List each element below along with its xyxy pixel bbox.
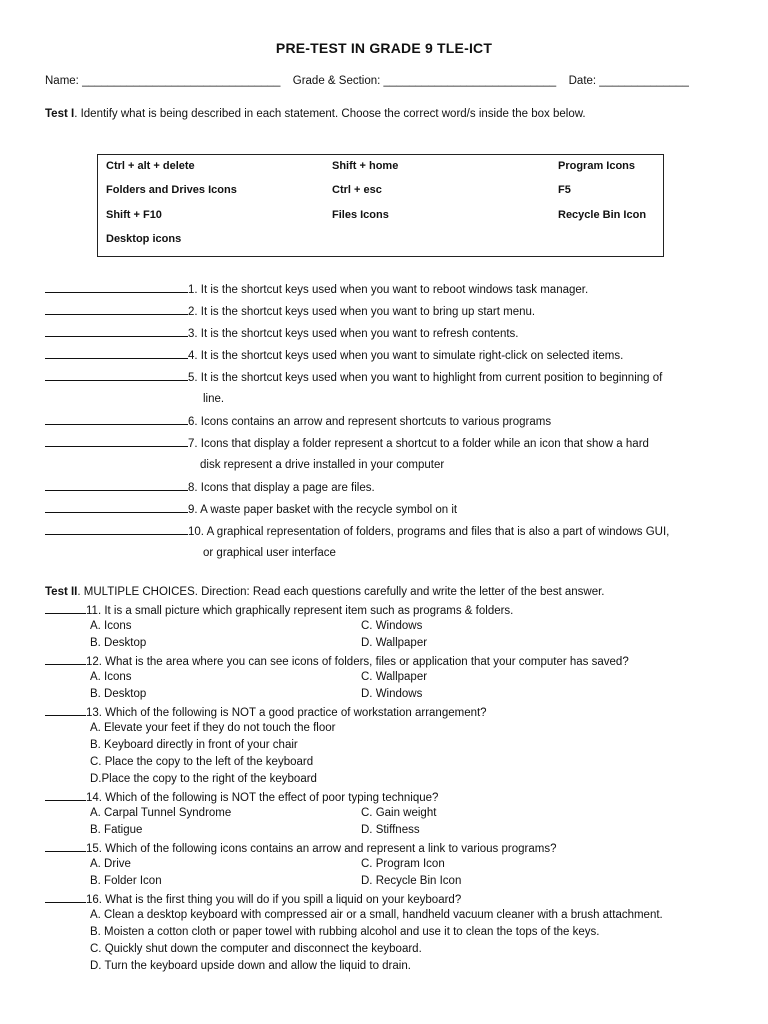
name-field: Name: _______________________________ [45,75,281,87]
word-choice: Desktop icons [106,233,182,245]
test1-items [45,280,735,566]
choice: C. Wallpaper [361,671,428,683]
answer-blank[interactable] [45,839,86,852]
test1-label: Test I [45,108,75,120]
choice: A. Elevate your feet if they do not touch the floor [90,722,336,734]
test1-item: 5. It is the shortcut keys used when you want to highlight from current position to beginning of [45,368,735,390]
question: 16. What is the first thing you will do if you spill a liquid on your keyboard? [45,890,745,907]
choice-row [45,805,745,822]
choice: C. Windows [361,620,423,632]
choice-row [45,873,745,890]
choice-row [45,822,745,839]
grade-section-field: Grade & Section: ___________________________ [292,75,557,87]
test1-item: 2. It is the shortcut keys used when you want to bring up start menu. [45,302,735,324]
choice: A. Carpal Tunnel Syndrome [90,807,232,819]
choice: C. Gain weight [361,807,437,819]
choice: D. Recycle Bin Icon [361,875,462,887]
word-choice: Shift + F10 [106,209,162,221]
choice: D. Windows [361,688,423,700]
choice-row [45,856,745,873]
word-choice: Ctrl + esc [332,184,382,196]
answer-blank[interactable] [45,346,188,359]
answer-blank[interactable] [45,601,86,614]
test2-instruction [45,584,745,601]
choice: B. Fatigue [90,824,143,836]
answer-blank[interactable] [45,788,86,801]
answer-blank[interactable] [45,324,188,337]
choice: A. Drive [90,858,131,870]
answer-blank[interactable] [45,280,188,293]
answer-blank[interactable] [45,522,188,535]
test1-item: 8. Icons that display a page are files. [45,478,735,500]
test1-item: 10. A graphical representation of folders, programs and files that is also a part of windows GUI, [45,522,735,544]
answer-blank[interactable] [45,302,188,315]
word-choice: Recycle Bin Icon [558,209,647,221]
choice: D. Stiffness [361,824,420,836]
choice: D. Wallpaper [361,637,428,649]
question: 13. Which of the following is NOT a good practice of workstation arrangement? [45,703,745,720]
choice: B. Moisten a cotton cloth or paper towel with rubbing alcohol and use it to clean the tops of the keys. [90,926,600,938]
word-choice: Shift + home [332,160,399,172]
test1-item: 7. Icons that display a folder represent a shortcut to a folder while an icon that show a hard [45,434,735,456]
word-choice: Program Icons [558,160,636,172]
choice: A. Icons [90,620,132,632]
answer-blank[interactable] [45,890,86,903]
page-title: PRE-TEST IN GRADE 9 TLE-ICT [275,40,493,56]
word-choice-box [97,154,664,257]
word-choice: Folders and Drives Icons [106,184,237,196]
choice: B. Keyboard directly in front of your chair [90,739,298,751]
choice: B. Folder Icon [90,875,162,887]
test1-item: 3. It is the shortcut keys used when you want to refresh contents. [45,324,735,346]
header-fields [45,75,725,87]
test1-item: 9. A waste paper basket with the recycle symbol on it [45,500,735,522]
choice-row [45,669,745,686]
choice: A. Clean a desktop keyboard with compressed air or a small, handheld vacuum cleaner with a brush attachment. [90,909,663,921]
answer-blank[interactable] [45,478,188,491]
date-field: Date: ______________ [568,75,689,87]
choice: D.Place the copy to the right of the keyboard [90,773,317,785]
test2-instruction-text: . MULTIPLE CHOICES. Direction: Read each questions carefully and write the letter of the best answer. [77,586,605,598]
answer-blank[interactable] [45,703,86,716]
choice-row [45,635,745,652]
test1-item-continuation: line. [203,393,225,405]
test1-instruction-text: . Identify what is being described in each statement. Choose the correct word/s inside the box below. [74,108,586,120]
choice: C. Quickly shut down the computer and disconnect the keyboard. [90,943,422,955]
test1-item: 4. It is the shortcut keys used when you want to simulate right-click on selected items. [45,346,735,368]
test1-instruction [45,106,605,122]
question: 11. It is a small picture which graphically represent item such as programs & folders. [45,601,745,618]
test1-item-continuation: disk represent a drive installed in your computer [200,459,445,471]
answer-blank[interactable] [45,368,188,381]
choice: B. Desktop [90,688,147,700]
test1-item: 6. Icons contains an arrow and represent shortcuts to various programs [45,412,735,434]
choice: D. Turn the keyboard upside down and allow the liquid to drain. [90,960,411,972]
choice: C. Program Icon [361,858,445,870]
answer-blank[interactable] [45,652,86,665]
question: 15. Which of the following icons contains an arrow and represent a link to various programs? [45,839,745,856]
choice-row [45,618,745,635]
choice-row [45,686,745,703]
question: 12. What is the area where you can see icons of folders, files or application that your computer has saved? [45,652,745,669]
answer-blank[interactable] [45,500,188,513]
word-choice: Ctrl + alt + delete [106,160,195,172]
test1-item-continuation: or graphical user interface [203,547,336,559]
answer-blank[interactable] [45,412,188,425]
test1-item: 1. It is the shortcut keys used when you want to reboot windows task manager. [45,280,735,302]
choice: A. Icons [90,671,132,683]
question: 14. Which of the following is NOT the effect of poor typing technique? [45,788,745,805]
word-choice: F5 [558,184,571,196]
choice: C. Place the copy to the left of the keyboard [90,756,314,768]
word-choice: Files Icons [332,209,389,221]
answer-blank[interactable] [45,434,188,447]
test2-section [45,584,745,975]
test2-label: Test II [45,586,78,598]
choice: B. Desktop [90,637,147,649]
